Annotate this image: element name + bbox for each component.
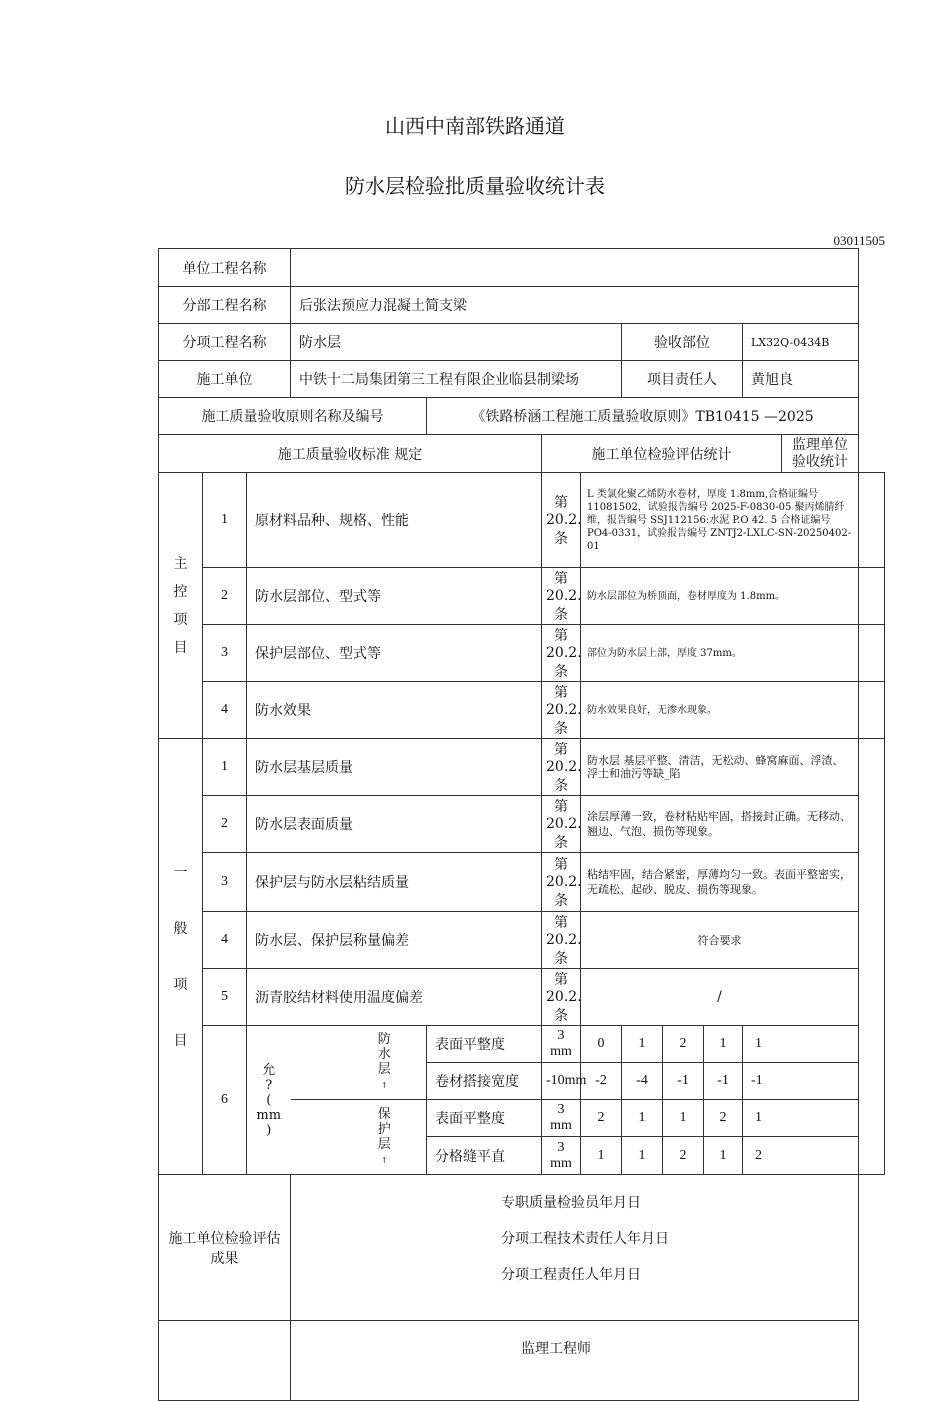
evaluation-row bbox=[159, 1175, 885, 1321]
item-result: 粘结牢固，结合紧密，厚薄均匀一致。表面平整密实，无疏松、起砂、脱皮、损伤等现象。 bbox=[581, 853, 859, 912]
measure-value: -1 bbox=[704, 1063, 743, 1100]
measure-value: 2 bbox=[704, 1100, 743, 1137]
item-description: 防水层部位、型式等 bbox=[247, 568, 542, 625]
item-description: 防水层、保护层称量偏差 bbox=[247, 912, 542, 969]
measure-value: 1 bbox=[743, 1100, 859, 1137]
supervisor-cell bbox=[859, 625, 885, 682]
unit-project-label: 单位工程名称 bbox=[159, 249, 291, 287]
contractor-stats-header: 施工单位检验评估统计 bbox=[542, 435, 782, 473]
item-result: 防水效果良好，无渗水现象。 bbox=[581, 682, 859, 739]
protective-layer-label: 保 护 层 ↑ bbox=[291, 1100, 427, 1175]
item-number: 1 bbox=[203, 739, 247, 796]
measure-row-1 bbox=[159, 1026, 885, 1063]
general-row-3 bbox=[159, 853, 885, 912]
row-standard bbox=[159, 398, 885, 435]
item-description: 保护层与防水层粘结质量 bbox=[247, 853, 542, 912]
measure-value: -1 bbox=[743, 1063, 859, 1100]
measure-value: 1 bbox=[622, 1137, 663, 1175]
item-clause: 第 20.2. 条 bbox=[542, 739, 581, 796]
item-clause: 第 20.2. 条 bbox=[542, 796, 581, 853]
item-clause: 第 20.2. 条 bbox=[542, 625, 581, 682]
measure-value: 2 bbox=[581, 1100, 622, 1137]
main-control-label: 主 控 项 目 bbox=[159, 473, 203, 739]
item-description: 沥青胶结材料使用温度偏差 bbox=[247, 969, 542, 1026]
location-value: LX32Q-0434B bbox=[743, 324, 859, 361]
item-description: 保护层部位、型式等 bbox=[247, 625, 542, 682]
item-result: 防水层 基层平整、清洁，无松动、蜂窝麻面、浮渣、浮土和油污等缺_陷 bbox=[581, 739, 859, 796]
inspection-table bbox=[158, 248, 885, 1401]
measure-item: 卷材搭接宽度 bbox=[427, 1063, 542, 1100]
item-number: 4 bbox=[203, 912, 247, 969]
general-row-1 bbox=[159, 739, 885, 796]
quality-inspector-signature: 专职质量检验员年月日 bbox=[501, 1195, 641, 1211]
document-number: 03011505 bbox=[833, 233, 885, 248]
measure-limit: 3 mm bbox=[542, 1100, 581, 1137]
item-clause: 第 20.2. 条 bbox=[542, 912, 581, 969]
document-subtitle: 防水层检验批质量验收统计表 bbox=[345, 174, 605, 198]
item-description: 防水层表面质量 bbox=[247, 796, 542, 853]
item-clause: 第 20.2. 条 bbox=[542, 568, 581, 625]
supervision-label bbox=[159, 1321, 291, 1401]
standard-value: 《铁路桥涵工程施工质量验收原则》TB10415 —2025 bbox=[427, 398, 859, 435]
measure-value: 2 bbox=[663, 1137, 704, 1175]
measure-value: 1 bbox=[622, 1026, 663, 1063]
item-clause: 第 20.2. 条 bbox=[542, 682, 581, 739]
measure-value: -2 bbox=[581, 1063, 622, 1100]
technical-lead-signature: 分项工程技术责任人年月日 bbox=[501, 1231, 669, 1247]
location-label: 验收部位 bbox=[622, 324, 743, 361]
measure-value: 2 bbox=[663, 1026, 704, 1063]
item-number: 6 bbox=[203, 1026, 247, 1175]
item-result: 符合要求 bbox=[581, 912, 859, 969]
supervisor-cell bbox=[859, 473, 885, 568]
measure-limit: 3 mm bbox=[542, 1137, 581, 1175]
waterproof-layer-label: 防 水 层 ↑ bbox=[291, 1026, 427, 1100]
supervisor-cell bbox=[859, 682, 885, 739]
manager-label: 项目责任人 bbox=[622, 361, 743, 398]
general-row-2 bbox=[159, 796, 885, 853]
measure-item: 分格缝平直 bbox=[427, 1137, 542, 1175]
spec-header: 施工质量验收标准 规定 bbox=[159, 435, 542, 473]
supervisor-stats-header: 监理单位验收统计 bbox=[782, 435, 859, 473]
measure-value: 1 bbox=[704, 1026, 743, 1063]
measure-limit: 3 mm bbox=[542, 1026, 581, 1063]
measure-value: -1 bbox=[663, 1063, 704, 1100]
item-number: 3 bbox=[203, 625, 247, 682]
division-label: 分部工程名称 bbox=[159, 287, 291, 324]
row-column-headers bbox=[159, 435, 885, 473]
measure-value: 1 bbox=[663, 1100, 704, 1137]
document-title: 山西中南部铁路通道 bbox=[385, 114, 565, 138]
general-label: 一 般 项 目 bbox=[159, 739, 203, 1175]
item-result: 防水层部位为桥顶面，卷材厚度为 1.8mm。 bbox=[581, 568, 859, 625]
supervision-signatures bbox=[291, 1321, 859, 1401]
measure-item: 表面平整度 bbox=[427, 1100, 542, 1137]
item-number: 4 bbox=[203, 682, 247, 739]
evaluation-signatures bbox=[291, 1175, 859, 1321]
measure-limit: -10mm bbox=[542, 1063, 581, 1100]
measure-value: 1 bbox=[622, 1100, 663, 1137]
measure-value: 1 bbox=[743, 1026, 859, 1063]
measure-value: 1 bbox=[704, 1137, 743, 1175]
measure-value: -4 bbox=[622, 1063, 663, 1100]
item-number: 2 bbox=[203, 568, 247, 625]
supervisor-cell bbox=[859, 739, 885, 1175]
item-number: 1 bbox=[203, 473, 247, 568]
item-description: 原材料品种、规格、性能 bbox=[247, 473, 542, 568]
contractor-label: 施工单位 bbox=[159, 361, 291, 398]
row-contractor bbox=[159, 361, 885, 398]
supervisor-cell bbox=[859, 568, 885, 625]
standard-label: 施工质量验收原则名称及编号 bbox=[159, 398, 427, 435]
item-clause: 第 20.2. 条 bbox=[542, 473, 581, 568]
item-clause: 第 20.2. 条 bbox=[542, 969, 581, 1026]
row-unit-project bbox=[159, 249, 885, 287]
general-row-5 bbox=[159, 969, 885, 1026]
item-result: 部位为防水层上部，厚度 37mm。 bbox=[581, 625, 859, 682]
main-control-row-4 bbox=[159, 682, 885, 739]
inspection-sheet bbox=[158, 248, 885, 1357]
item-description: 防水效果 bbox=[247, 682, 542, 739]
main-control-row-3 bbox=[159, 625, 885, 682]
supervising-engineer-signature: 监理工程师 bbox=[521, 1341, 591, 1357]
contractor-value: 中铁十二局集团第三工程有限企业临县制梁场 bbox=[291, 361, 622, 398]
item-clause: 第 20.2. 条 bbox=[542, 853, 581, 912]
item-result: L 类氯化聚乙烯防水卷材，厚度 1.8mm,合格证编号 11081502，试验报告编号 2025-F-0830-05 聚丙烯腈纤维，报告编号 SSJ112156:水泥 P.O 42. 5 合格证编号 PO4-0331，试验报告编号 ZNTJ2-LXLC-SN-20250402-01 bbox=[581, 473, 859, 568]
subitem-value: 防水层 bbox=[291, 324, 622, 361]
division-value: 后张法预应力混凝土简支梁 bbox=[291, 287, 859, 324]
manager-value: 黄旭良 bbox=[743, 361, 859, 398]
main-control-row-2 bbox=[159, 568, 885, 625]
row-division bbox=[159, 287, 885, 324]
supervision-row bbox=[159, 1321, 885, 1401]
evaluation-label: 施工单位检验评估成果 bbox=[159, 1175, 291, 1321]
measure-value: 2 bbox=[743, 1137, 859, 1175]
row-subitem bbox=[159, 324, 885, 361]
measure-value: 1 bbox=[581, 1137, 622, 1175]
main-control-row-1 bbox=[159, 473, 885, 568]
general-row-4 bbox=[159, 912, 885, 969]
item-description: 防水层基层质量 bbox=[247, 739, 542, 796]
subitem-label: 分项工程名称 bbox=[159, 324, 291, 361]
item-result: / bbox=[581, 969, 859, 1026]
item-result: 涂层厚薄一致，卷材粘贴牢固，搭接封正确。无移动、翘边、气泡、损伤等现象。 bbox=[581, 796, 859, 853]
unit-project-value bbox=[291, 249, 859, 287]
subitem-manager-signature: 分项工程责任人年月日 bbox=[501, 1267, 641, 1283]
item-number: 5 bbox=[203, 969, 247, 1026]
item-number: 2 bbox=[203, 796, 247, 853]
tolerance-label: 允 ? ( mm ) bbox=[247, 1026, 291, 1175]
item-number: 3 bbox=[203, 853, 247, 912]
measure-item: 表面平整度 bbox=[427, 1026, 542, 1063]
measure-value: 0 bbox=[581, 1026, 622, 1063]
